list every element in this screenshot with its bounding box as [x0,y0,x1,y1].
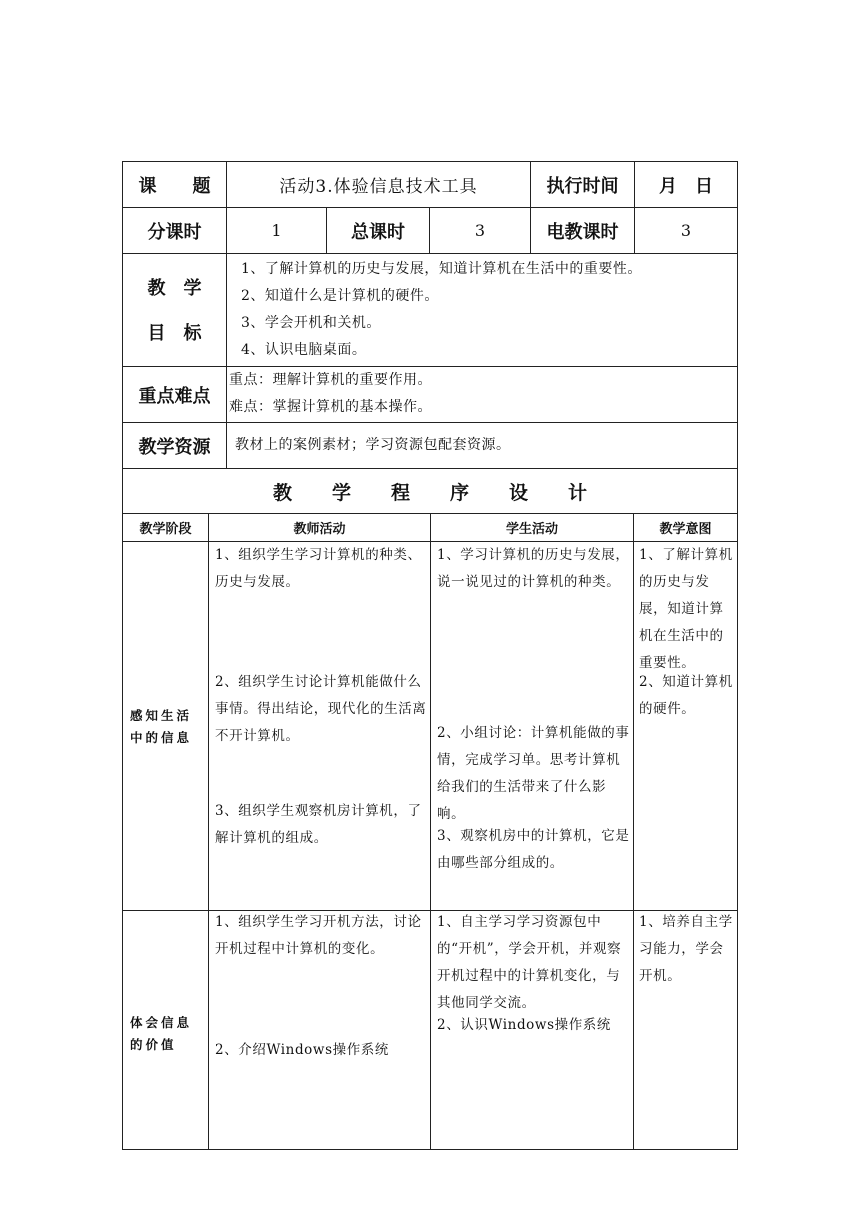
teacher-activity: 1、组织学生学习计算机的种类、历史与发展。 [215,547,422,590]
border-left [122,161,123,1150]
objective-item: 1、了解计算机的历史与发展，知道计算机在生活中的重要性。 [241,261,642,277]
total-hours-label: 总课时 [351,221,405,243]
border-right [737,161,738,1150]
stage-cell: 感知生活中的信息 [130,708,193,745]
row-divider [122,253,738,254]
student-activity: 1、学习计算机的历史与发展，说一说见过的计算机的种类。 [437,547,630,590]
student-activity: 3、观察机房中的计算机，它是由哪些部分组成的。 [437,828,630,871]
col-header-teacher: 教师活动 [293,522,346,537]
teaching-intent: 1、培养自主学习能力，学会开机。 [639,914,733,984]
objectives-label-2: 目 标 [147,323,202,344]
design-title: 教学程序设计 [272,481,627,504]
teacher-activity: 2、组织学生讨论计算机能做什么事情。得出结论，现代化的生活离不开计算机。 [215,674,427,744]
resources-value: 教材上的案例素材；学习资源包配套资源。 [235,437,511,453]
student-activity: 2、小组讨论：计算机能做的事情，完成学习单。思考计算机给我们的生活带来了什么影响。 [437,725,630,822]
topic-value: 活动3.体验信息技术工具 [279,177,478,197]
col-divider [208,513,209,1150]
difficult-point: 难点：掌握计算机的基本操作。 [229,399,432,415]
col-header-student: 学生活动 [505,522,558,537]
col-header-stage: 教学阶段 [139,522,192,537]
av-hours-value: 3 [680,221,692,240]
av-hours-label: 电教课时 [546,221,619,243]
student-activity: 1、自主学习学习资源包中的“开机”，学会开机，并观察开机过程中的计算机变化，与其他同学交流。 [437,914,622,1011]
student-activity: 2、认识Windows操作系统 [437,1017,611,1033]
teaching-intent: 1、了解计算机的历史与发展，知道计算机在生活中的重要性。 [639,547,733,671]
sub-hours-label: 分课时 [147,221,202,243]
teacher-activity: 3、组织学生观察机房计算机，了解计算机的组成。 [215,803,422,846]
teaching-intent: 2、知道计算机的硬件。 [639,674,733,717]
col-divider [633,513,634,1150]
col-divider [430,513,431,1150]
objective-item: 4、认识电脑桌面。 [241,342,367,358]
exec-time-value: 月 日 [659,175,713,197]
resources-label: 教学资源 [138,436,211,458]
teacher-activity: 1、组织学生学习开机方法，讨论开机过程中计算机的变化。 [215,914,422,957]
col-header-intent: 教学意图 [659,522,712,537]
sub-hours-value: 1 [271,221,282,240]
objective-item: 3、学会开机和关机。 [241,315,381,331]
teacher-activity: 2、介绍Windows操作系统 [215,1042,389,1058]
exec-time-label: 执行时间 [546,175,619,197]
objectives-label-1: 教 学 [147,278,202,299]
objective-item: 2、知道什么是计算机的硬件。 [241,288,439,304]
stage-cell: 体会信息的价值 [130,1015,193,1052]
total-hours-value: 3 [474,221,486,240]
key-points-label: 重点难点 [138,385,211,407]
topic-label: 课 题 [138,175,211,197]
key-point: 重点：理解计算机的重要作用。 [229,372,432,388]
